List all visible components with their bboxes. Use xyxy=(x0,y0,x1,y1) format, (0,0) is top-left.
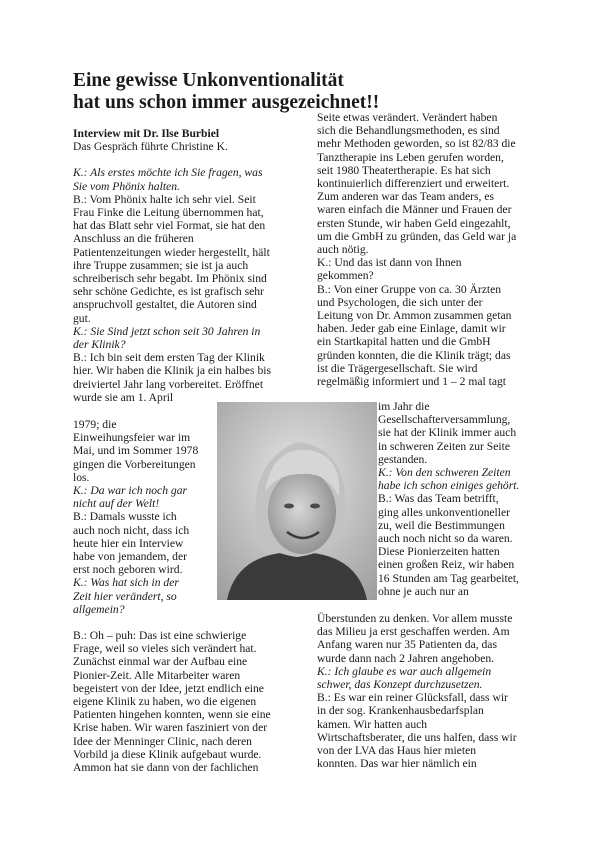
text-line: allgemein? xyxy=(73,602,125,616)
text-line: haben. Jeder gab eine Einlage, damit wir xyxy=(317,322,506,336)
column-left-bottom xyxy=(73,629,318,774)
text-line: Mai, und im Sommer 1978 xyxy=(73,444,199,458)
column-right-narrow xyxy=(378,400,563,598)
text-line: auch noch nicht, dass ich xyxy=(73,523,190,537)
text-line: Zeit hier verändert, so xyxy=(73,589,177,603)
headline-line-2: hat uns schon immer ausgezeichnet!! xyxy=(73,92,380,113)
text-line: B.: Damals wusste ich xyxy=(73,510,177,524)
column-left-top xyxy=(73,127,313,404)
text-line: ein Startkapital hatten und die GmbH xyxy=(317,335,491,349)
text-line: Anschluss an die früheren xyxy=(73,232,194,246)
text-line: schwer, das Konzept durchzusetzen. xyxy=(317,678,483,692)
text-line: K.: Sie Sind jetzt schon seit 30 Jahren in xyxy=(73,324,261,338)
text-line: Anfang waren nur 35 Patienten da, das xyxy=(317,638,497,652)
text-line: B.: Es war ein reiner Glücksfall, dass wir xyxy=(317,691,508,705)
text-line: auch noch nicht so da waren. xyxy=(378,532,513,546)
text-lines xyxy=(378,400,563,598)
text-line: hat das Blatt sehr viel Format, sie hat den xyxy=(73,219,266,233)
text-line: in der sog. Krankenhausbedarfsplan xyxy=(317,704,484,718)
text-line: los. xyxy=(73,470,90,484)
text-line: Gesellschafterversammlung, xyxy=(378,413,511,427)
text-line: und Psychologen, die sich unter der xyxy=(317,295,483,309)
text-line: waren einfach die Männer und Frauen der xyxy=(317,203,512,217)
text-lines xyxy=(73,166,313,404)
text-line: Tanztherapie ins Leben gerufen worden, xyxy=(317,150,504,164)
text-line: Krise haben. Wir waren fasziniert von der xyxy=(73,721,268,735)
text-line: Frage, weil so vieles sich verändert hat. xyxy=(73,642,257,656)
text-line: dreiviertel Jahr lang vorbereitet. Eröffnet xyxy=(73,377,264,391)
text-line: Idee der Menninger Clinic, nach deren xyxy=(73,734,252,748)
text-line: ihre Truppe zusammen; sie ist ja auch xyxy=(73,258,249,272)
text-line: K.: Als erstes möchte ich Sie fragen, was xyxy=(73,166,263,180)
byline-author: Das Gespräch führte Christine K. xyxy=(73,140,228,154)
text-line: B.: Ich bin seit dem ersten Tag der Klinik xyxy=(73,351,265,365)
text-line: gut. xyxy=(73,311,91,325)
text-line: eigene Klinik zu haben, wo die eigenen xyxy=(73,695,257,709)
portrait-illustration xyxy=(217,402,377,600)
column-right-bottom xyxy=(317,612,562,770)
text-line: Seite etwas verändert. Verändert haben xyxy=(317,111,498,124)
text-line: konnten. Das war hier nämlich ein xyxy=(317,757,477,771)
text-line: ersten Stunde, wir haben Geld eingezahlt, xyxy=(317,216,511,230)
text-line: begeistert von der Idee, jetzt endlich eine xyxy=(73,681,264,695)
text-line: Frau Finke die Leitung übernommen hat, xyxy=(73,206,264,220)
text-line: wurde sie am 1. April xyxy=(73,390,174,404)
text-line: regelmäßig informiert und 1 – 2 mal tagt xyxy=(317,375,506,389)
text-line: erst noch geboren wird. xyxy=(73,563,183,577)
paragraph-gap xyxy=(73,153,313,166)
text-line: ohne je auch nur an xyxy=(378,584,469,598)
text-line: B.: Von einer Gruppe von ca. 30 Ärzten xyxy=(317,282,502,296)
text-line: seit 1980 Theatertherapie. Es hat sich xyxy=(317,163,491,177)
text-line: auch nötig. xyxy=(317,243,369,257)
text-line: anspruchvoll gestaltet, die Autoren sind xyxy=(73,298,257,312)
text-line: sehr schöne Gedichte, es ist grafisch sehr xyxy=(73,285,264,299)
text-lines xyxy=(73,629,318,774)
text-line: B.: Oh – puh: Das ist eine schwierige xyxy=(73,629,247,642)
column-left-narrow xyxy=(73,418,213,616)
text-line: ist die Trägergesellschaft. Sie wird xyxy=(317,361,478,375)
text-line: Überstunden zu denken. Vor allem musste xyxy=(317,612,513,625)
text-line: gekommen? xyxy=(317,269,374,283)
column-right-top xyxy=(317,111,562,388)
text-line: K.: Da war ich noch gar xyxy=(73,484,188,498)
text-line: zu, weil die Bestimmungen xyxy=(378,518,505,532)
headline-line-1: Eine gewisse Unkonventionalität xyxy=(73,70,344,91)
text-line: 1979; die xyxy=(73,418,117,431)
text-line: habe von jemandem, der xyxy=(73,550,187,564)
text-line: nicht auf der Welt! xyxy=(73,497,160,511)
text-line: K.: Von den schweren Zeiten xyxy=(378,466,511,480)
text-line: Ammon hat sie dann von der fachlichen xyxy=(73,761,259,775)
text-line: kontinuierlich differenziert und erweitert. xyxy=(317,177,510,191)
text-lines xyxy=(317,111,562,388)
text-line: Patienten hingehen konnten, wenn sie eine xyxy=(73,708,271,722)
text-line: Sie vom Phönix halten. xyxy=(73,179,180,193)
text-line: hier. Wir haben die Klinik ja ein halbes bis xyxy=(73,364,271,378)
text-line: das Milieu ja erst geschaffen werden. Am xyxy=(317,625,510,639)
text-line: einen großen Reiz, wir haben xyxy=(378,558,515,572)
text-line: von der LVA das Haus hier mieten xyxy=(317,744,477,758)
text-line: Patientenzeitungen wieder hergestellt, hält xyxy=(73,245,270,259)
text-line: Vorbild ja diese Klinik aufgebaut wurde. xyxy=(73,747,262,761)
text-line: der Klinik? xyxy=(73,338,126,352)
text-line: sie hat der Klinik immer auch xyxy=(378,426,517,440)
text-line: Diese Pionierzeiten hatten xyxy=(378,545,500,559)
text-line: schreiberisch sehr begabt. Im Phönix sind xyxy=(73,272,267,286)
portrait-photo xyxy=(217,402,377,600)
text-line: kamen. Wir hatten auch xyxy=(317,717,428,731)
text-line: Zunächst einmal war der Aufbau eine xyxy=(73,655,248,669)
text-lines xyxy=(73,418,213,616)
text-line: K.: Und das ist dann von Ihnen xyxy=(317,256,462,270)
text-line: gründen konnten, die die Klinik trägt; das xyxy=(317,348,511,362)
text-line: ging alles unkonventioneller xyxy=(378,505,511,519)
article-headline xyxy=(73,70,553,114)
text-line: heute hier ein Interview xyxy=(73,536,184,550)
byline-title: Interview mit Dr. Ilse Burbiel xyxy=(73,127,220,140)
text-line: 16 Stunden am Tag gearbeitet, xyxy=(378,571,519,585)
text-line: gingen die Vorbereitungen xyxy=(73,457,196,471)
text-line: habe ich schon einiges gehört. xyxy=(378,479,520,493)
text-line: B.: Was das Team betrifft, xyxy=(378,492,499,506)
text-line: in schweren Zeiten zur Seite xyxy=(378,439,510,453)
text-line: B.: Vom Phönix halte ich sehr viel. Seit xyxy=(73,192,256,206)
text-line: mehr Methoden geworden, so ist 82/83 die xyxy=(317,137,516,151)
text-lines xyxy=(317,612,562,770)
text-line: gestanden. xyxy=(378,452,428,466)
text-line: um die GmbH zu gründen, das Geld war ja xyxy=(317,229,517,243)
text-line: Wirtschaftsberater, die uns halfen, dass wir xyxy=(317,730,517,744)
text-line: im Jahr die xyxy=(378,400,430,413)
text-line: Leitung von Dr. Ammon zusammen getan xyxy=(317,309,512,323)
text-line: sich die Behandlungsmethoden, es sind xyxy=(317,124,500,138)
text-line: Zum anderen war das Team anders, es xyxy=(317,190,494,204)
text-line: Einweihungsfeier war im xyxy=(73,431,191,445)
text-line: K.: Was hat sich in der xyxy=(73,576,179,590)
text-line: K.: Ich glaube es war auch allgemein xyxy=(317,664,492,678)
text-line: wurde dann nach 2 Jahren angehoben. xyxy=(317,651,495,665)
text-line: Pionier-Zeit. Alle Mitarbeiter waren xyxy=(73,668,241,682)
